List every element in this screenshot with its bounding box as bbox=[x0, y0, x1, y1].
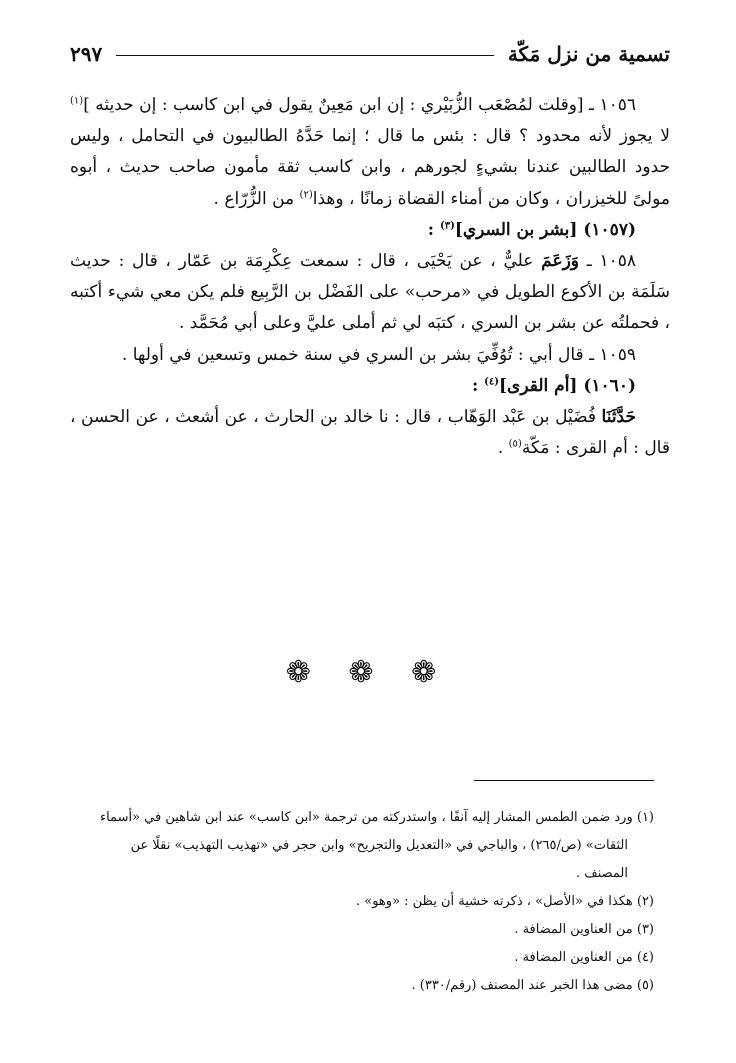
footnote-1-line-2: الثقات» (ص/٢٦٥) ، والباجي في «التعديل والتجريح» وابن حجر في «تهذيب التهذيب» نقلًا عن bbox=[130, 838, 628, 853]
footnote-1-line-3: المصنف . bbox=[575, 866, 628, 881]
footnote-3: (٣) من العناوين المضافة . bbox=[514, 922, 654, 937]
footnote-rule bbox=[474, 780, 654, 781]
paragraph-1056-text: ١٠٥٦ ـ [وقلت لمُصْعَب الزُّبَيْري : إن ابن مَعِينٌ يقول في ابن كاسب : إن حديثه ] bbox=[83, 95, 636, 115]
footnote-4: (٤) من العناوين المضافة . bbox=[514, 950, 654, 965]
page-number: ٢٩٧ bbox=[70, 42, 103, 66]
paragraph-1058-text: عليٌّ ، عن يَحْيَى ، قال : سمعت عِكْرِمَة بن عَمّار ، قال : حديث سَلَمَة بن الأكوع الطويل في «مرحب» على الفَضْل بن الرَّبِيع فلم يكن معي شيء أكتبه ، فحملتُه عن بشر بن السري ، كتبَه لي ثم أملى عليَّ وعلى أبي مُحَمَّد . bbox=[70, 251, 670, 334]
footnote-ref-1: (١) bbox=[70, 95, 84, 107]
heading-1057-text: (١٠٥٧) [بشر بن السري] bbox=[454, 219, 636, 240]
header-rule bbox=[116, 55, 494, 56]
heading-1057-colon: : bbox=[427, 219, 440, 240]
heading-1057 bbox=[70, 215, 670, 246]
heading-1060-colon: : bbox=[471, 375, 485, 396]
paragraph-1056 bbox=[70, 90, 670, 215]
heading-1060-text: (١٠٦٠) [أم القرى] bbox=[499, 375, 636, 396]
footnote-ref-2: (٢) bbox=[299, 188, 313, 200]
running-title: تسمية من نزل مَكّة bbox=[507, 42, 670, 66]
paragraph-1058-number: ١٠٥٨ ـ bbox=[579, 251, 636, 272]
section-ornament: ❁ ❁ ❁ bbox=[285, 655, 451, 690]
footnote-1-line-1: (١) ورد ضمن الطمس المشار إليه آنفًا ، واستدركته من ترجمة «ابن كاسب» عند ابن شاهين في «أسماء bbox=[99, 810, 654, 825]
page-header bbox=[70, 30, 670, 70]
main-text bbox=[70, 90, 670, 464]
footnote-ref-3: (٣) bbox=[439, 220, 455, 232]
footnotes bbox=[70, 804, 654, 1000]
paragraph-1060-end: . bbox=[497, 438, 509, 459]
paragraph-1058-verb: وَزَعَمَ bbox=[541, 251, 580, 272]
footnote-2: (٢) هكذا في «الأصل» ، ذكرته خشية أن يظن : «وهو» . bbox=[356, 894, 654, 909]
heading-1060 bbox=[70, 371, 670, 402]
paragraph-1056-cont: لا يجوز لأنه محدود ؟ قال : بئس ما قال ؛ إنما حَدَّهُ الطالبيون في التحامل ، وليس حدود الطالبين عندنا بشيءٍ لجورهم ، وابن كاسب ثقة مأمون صاحب حديث ، أبوه مولىً للخيزران ، وكان من أمناء القضاة زمانًا ، وهذا bbox=[70, 126, 670, 209]
paragraph-1060-verb: حَدَّثَنَا bbox=[601, 407, 636, 428]
paragraph-1058 bbox=[70, 246, 670, 340]
paragraph-1056-end: من الزُّرّاع . bbox=[213, 188, 300, 209]
footnote-ref-4: (٤) bbox=[484, 376, 500, 388]
footnote-ref-5: (٥) bbox=[508, 438, 522, 450]
paragraph-1060-text: فُضَيْل بن عَبْد الوَهّاب ، قال : نا خالد بن الحارث ، عن أشعث ، عن الحسن ، قال : أم القرى : مَكّة bbox=[70, 407, 670, 459]
paragraph-1059: ١٠٥٩ ـ قال أبي : تُوُفِّيَ بشر بن السري في سنة خمس وتسعين في أولها . bbox=[121, 344, 636, 365]
paragraph-1060 bbox=[70, 402, 670, 464]
footnote-5: (٥) مضى هذا الخبر عند المصنف (رقم/٣٣٠) . bbox=[411, 978, 654, 993]
